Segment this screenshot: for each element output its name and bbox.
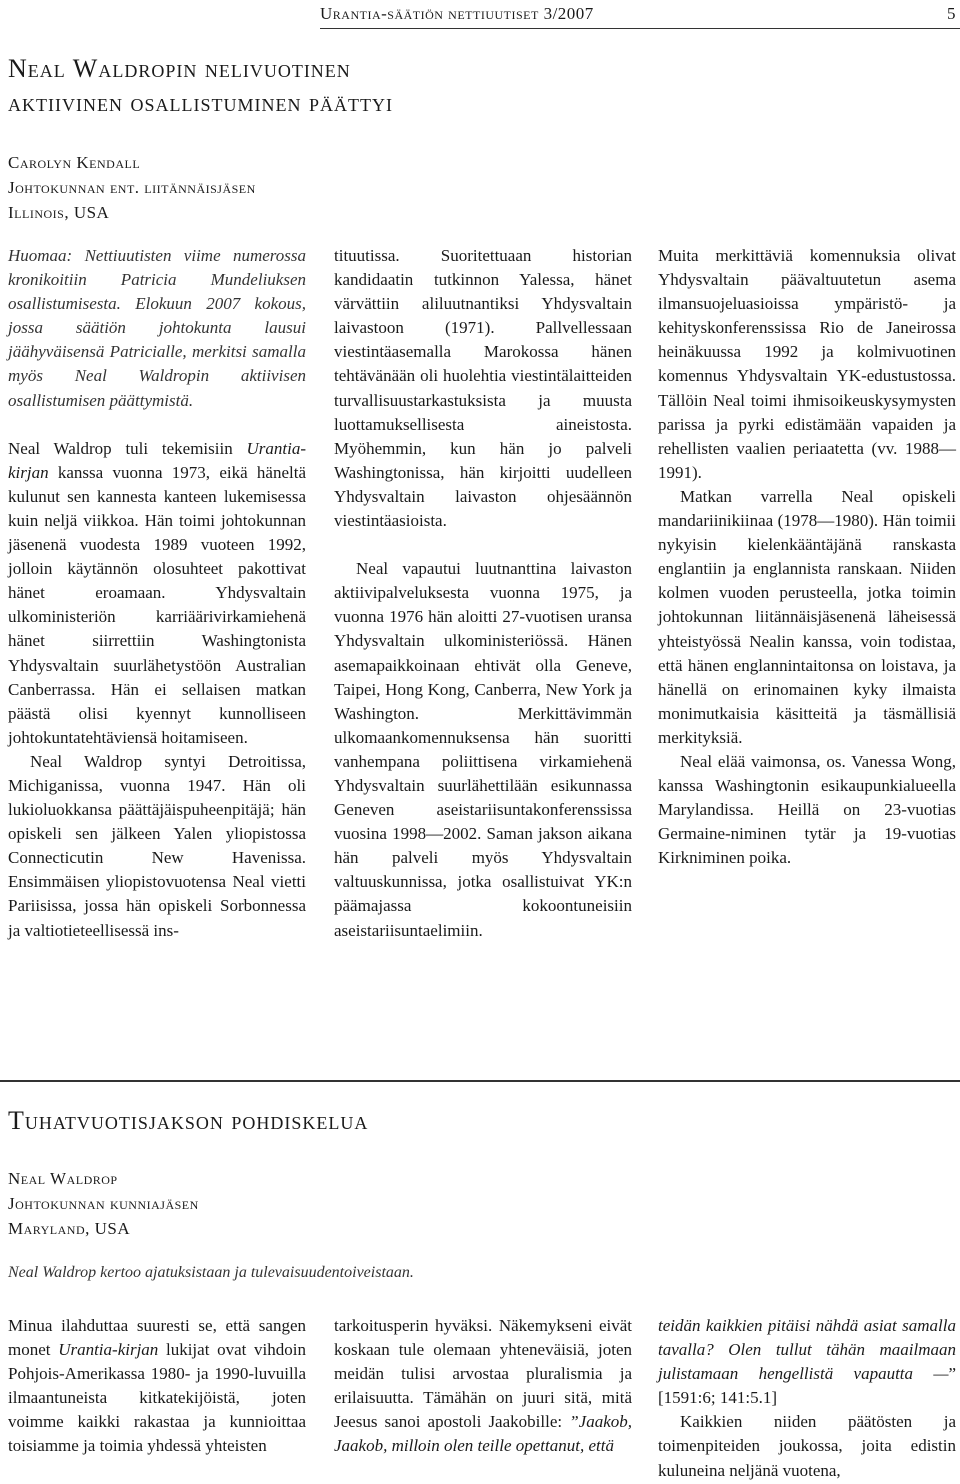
body-paragraph: Muita merkittäviä komennuksia olivat Yhdysvaltain päävaltuutetun asema ilmansuojeluasioissa ympäristö- ja kehityskonferenssissa Rio de Janeirossa heinäkuussa 1992 ja kolmivuotinen komennus Yhdysvaltain YK-edustustossa. Tällöin Neal toimi ihmisoikeuskysymysten parissa ja pyrki edistämään vapaiden ja rehellisten vaalien periaatetta (vv. 1988—1991). xyxy=(658,246,956,482)
quote: teidän kaikkien pitäisi nähdä asiat samalla tavalla? Olen tullut tähän maailmaan julistamaan hengellistä vapautta — xyxy=(658,1316,956,1384)
article2-column-3 xyxy=(658,1314,956,1483)
body-paragraph: Neal vapautui luutnanttina laivaston aktiivipalveluksesta vuonna 1975, ja vuonna 1976 hän aloitti 27-vuotisen uransa Yhdysvaltain ulkoministeriössä. Hänen asemapaikkoinaan ehtivät olla Geneve, Taipei, Hong Kong, Canberra, New York ja Washington. Merkittävimmän ulkomaankomennuksensa hän suoritti vanhempana poliittisena virkamiehenä Yhdysvaltain suurlähettilään esikunnassa Geneven aseistariisuntakonferenssissa vuosina 1998—2002. Saman jakson aikana hän palveli myös Yhdysvaltain valtuuskunnissa, jotka osallistuivat YK:n päämajassa kokoontuneisiin aseistariisuntaelimiin. xyxy=(334,559,632,940)
article1-column-1 xyxy=(8,244,306,943)
newsletter-title: Urantia-säätiön nettiuutiset 3/2007 xyxy=(320,4,594,23)
body-paragraph xyxy=(658,1314,956,1410)
article2-column-1 xyxy=(8,1314,306,1459)
author2-name: Neal Waldrop xyxy=(8,1169,118,1188)
article-title-line2: aktiivinen osallistuminen päättyi xyxy=(8,88,393,117)
quote: ”Jaakob, Jaakob, milloin olen teille opettanut, että xyxy=(334,1412,632,1456)
body-paragraph: tituutissa. Suoritettuaan historian kandidaatin tutkinnon Yalessa, hänet värvättiin aliluutnantiksi Yhdysvaltain laivastoon (1971). Pallvellessaan viestintäasemalla Marokossa hänen tehtävänään oli huolehtia viestintälaitteiden turvallisuustarkastuksista ja muusta luottamuksellisesta aineistosta. Myöhemmin, kun hän jo palveli Washingtonissa, hän kirjoitti uudelleen Yhdysvaltain laivaston ohjesäännön viestintäasioista. xyxy=(334,246,632,531)
quote-reference: ” [1591:6; 141:5.1] xyxy=(658,1364,956,1408)
author2-location: Maryland, USA xyxy=(8,1219,131,1238)
article2-title: Tuhatvuotisjakson pohdiskelua xyxy=(8,1106,369,1135)
body-paragraph: Neal elää vaimonsa, os. Vanessa Wong, kanssa Washingtonin esikaupunkialueella Marylandissa. Heillä on 23-vuotias Germaine-niminen tytär ja 19-vuotias Kirkniminen poika. xyxy=(658,751,956,868)
editor-note: Huomaa: Nettiuutisten viime numerossa kronikoitiin Patricia Mundeliuksen osallistumisesta. Elokuun 2007 kokous, jossa säätiön johtokunta lausui jäähyväisensä Patricialle, merkitsi samalla myös Neal Waldropin aktiivisen osallistumisen päättymistä. xyxy=(8,246,306,410)
body-paragraph: Minua ilahduttaa suuresti se, että sangen monet Urantia-kirjan lukijat ovat vihdoin Pohjois-Amerikassa 1980- ja 1990-luvuilla ilmaantuneista kitkatekijöistä, joten voimme kaikki rakastaa ja kunnioittaa toisiamme ja toimia yhdessä yhteisten xyxy=(8,1316,307,1456)
author-location: Illinois, USA xyxy=(8,203,110,222)
author-role: Johtokunnan ent. liitännäisjäsen xyxy=(8,178,256,197)
body-paragraph: Matkan varrella Neal opiskeli mandariinikiinaa (1978—1980). Hän toimii nykyisin kielenkääntäjänä ranskasta englantiin ja englannista ranskaan. Niiden kolmen vuoden perusteella, jotka toimin johtokunnan liitännäisjäsenenä läheisessä yhteistyössä Nealin kanssa, voin todistaa, että hänen englannintaitonsa on loistava, ja hänellä on erinomainen kyky ilmaista monimutkaisia käsitteitä ja täsmällisiä merkityksiä. xyxy=(658,486,956,747)
body-paragraph: Neal Waldrop syntyi Detroitissa, Michiganissa, vuonna 1947. Hän oli lukioluokkansa päättäjäispuheenpitäjä; hän opiskeli sen jälkeen Yalen yliopistossa Connecticutin New Havenissa. Ensimmäisen yliopistovuotensa Neal vietti Pariisissa, jossa hän opiskeli Sorbonnessa ja valtiotieteellisessä ins- xyxy=(8,751,306,940)
article1-column-2 xyxy=(334,244,632,943)
article1-column-3 xyxy=(658,244,956,870)
page-number: 5 xyxy=(947,4,956,23)
book-title: Urantia-kirjan xyxy=(58,1340,159,1360)
body-paragraph: Kaikkien niiden päätösten ja toimenpiteiden joukossa, joita edistin kuluneina neljänä vuotena, xyxy=(658,1412,956,1480)
section-divider xyxy=(0,1080,960,1082)
author-name: Carolyn Kendall xyxy=(8,153,141,172)
body-paragraph: Neal Waldrop tuli tekemisiin Urantia-kirjan kanssa vuonna 1973, eikä häneltä kulunut sen kannesta kanteen lukemisessa kuin neljä viikkoa. Hän toimi johtokunnan jäsenenä vuodesta 1989 vuoteen 1992, jolloin käytännön olosuhteet pakottivat hänet eroamaan. Yhdysvaltain ulkoministeriön karriäärivirkamiehenä hänet siirrettiin Washingtonista Yhdysvaltain suurlähetystöön Australian Canberrassa. Hän ei sellaisen matkan päästä olisi kyennyt kunnolliseen johtokuntatehtäviensä hoitamiseen. xyxy=(8,438,306,747)
article-title-line1: Neal Waldropin nelivuotinen xyxy=(8,54,351,83)
article2-intro: Neal Waldrop kertoo ajatuksistaan ja tulevaisuudentoiveistaan. xyxy=(8,1264,414,1281)
article-title xyxy=(8,52,908,120)
article2-column-2 xyxy=(334,1314,632,1459)
author2-role: Johtokunnan kunniajäsen xyxy=(8,1194,199,1213)
body-paragraph: tarkoitusperin hyväksi. Näkemykseni eivät koskaan tule olemaan yhteneväisiä, joten meidän tulisi arvostaa pluralismia ja erilaisuutta. Tämähän on juuri sitä, mitä Jeesus sanoi apostoli Jaakobille: ”Jaakob, Jaakob, milloin olen teille opettanut, että xyxy=(334,1316,632,1456)
header-divider xyxy=(320,28,960,29)
book-title: Urantia-kirjan xyxy=(8,438,306,482)
running-header xyxy=(320,2,956,28)
